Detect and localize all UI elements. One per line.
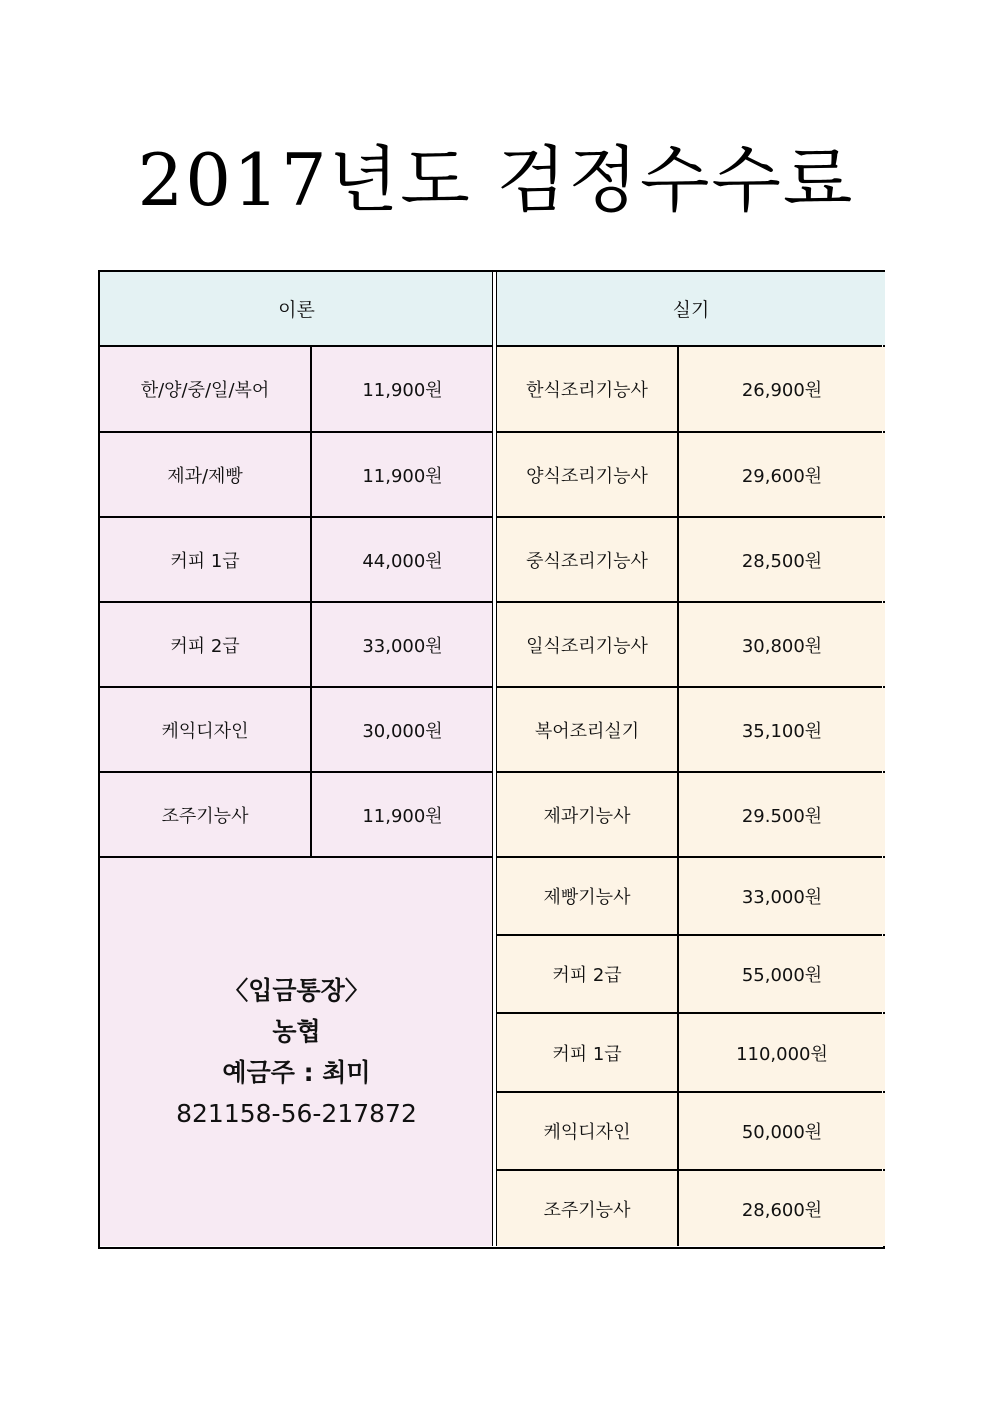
practical-fee: 33,000원 bbox=[679, 858, 885, 934]
theory-fee: 11,900원 bbox=[312, 433, 493, 516]
practical-name: 커피 2급 bbox=[497, 936, 677, 1012]
theory-fee: 11,900원 bbox=[312, 347, 493, 431]
theory-fee: 33,000원 bbox=[312, 603, 493, 686]
practical-name: 한식조리기능사 bbox=[497, 347, 677, 431]
theory-name: 한/양/중/일/복어 bbox=[100, 347, 310, 431]
page-title: 2017년도 검정수수료 bbox=[137, 138, 855, 222]
account-holder: 예금주 : 최미 bbox=[222, 1058, 371, 1087]
practical-fee: 29.500원 bbox=[679, 773, 885, 856]
section-divider bbox=[492, 272, 497, 1246]
theory-name: 커피 2급 bbox=[100, 603, 310, 686]
practical-name: 커피 1급 bbox=[497, 1014, 677, 1091]
account-number: 821158-56-217872 bbox=[176, 1099, 417, 1128]
practical-fee: 30,800원 bbox=[679, 603, 885, 686]
practical-fee: 55,000원 bbox=[679, 936, 885, 1012]
practical-fee: 28,600원 bbox=[679, 1171, 885, 1246]
practical-name: 일식조리기능사 bbox=[497, 603, 677, 686]
column-divider bbox=[677, 345, 679, 1246]
bank-heading: 〈입금통장〉 bbox=[223, 976, 370, 1005]
theory-fee: 44,000원 bbox=[312, 518, 493, 601]
header-divider bbox=[100, 345, 882, 347]
theory-name: 커피 1급 bbox=[100, 518, 310, 601]
row-divider bbox=[100, 856, 882, 858]
bank-info-box bbox=[100, 858, 493, 1246]
practical-fee: 110,000원 bbox=[679, 1014, 885, 1091]
row-divider bbox=[100, 686, 882, 688]
theory-fee: 11,900원 bbox=[312, 773, 493, 856]
row-divider bbox=[100, 771, 882, 773]
bank-name: 농협 bbox=[272, 1017, 321, 1046]
practical-fee: 28,500원 bbox=[679, 518, 885, 601]
practical-name: 제빵기능사 bbox=[497, 858, 677, 934]
practical-name: 조주기능사 bbox=[497, 1171, 677, 1246]
practical-header: 실기 bbox=[497, 272, 885, 345]
practical-name: 케익디자인 bbox=[497, 1093, 677, 1169]
practical-fee: 26,900원 bbox=[679, 347, 885, 431]
practical-fee: 35,100원 bbox=[679, 688, 885, 771]
practical-name: 제과기능사 bbox=[497, 773, 677, 856]
row-divider bbox=[495, 934, 882, 936]
practical-name: 복어조리실기 bbox=[497, 688, 677, 771]
row-divider bbox=[100, 516, 882, 518]
theory-name: 제과/제빵 bbox=[100, 433, 310, 516]
theory-name: 케익디자인 bbox=[100, 688, 310, 771]
practical-fee: 29,600원 bbox=[679, 433, 885, 516]
row-divider bbox=[100, 431, 882, 433]
row-divider bbox=[495, 1012, 882, 1014]
column-divider bbox=[310, 345, 312, 858]
row-divider bbox=[495, 1169, 882, 1171]
practical-name: 중식조리기능사 bbox=[497, 518, 677, 601]
theory-name: 조주기능사 bbox=[100, 773, 310, 856]
fee-table bbox=[98, 270, 885, 1249]
row-divider bbox=[100, 601, 882, 603]
practical-fee: 50,000원 bbox=[679, 1093, 885, 1169]
practical-name: 양식조리기능사 bbox=[497, 433, 677, 516]
theory-header: 이론 bbox=[100, 272, 493, 345]
row-divider bbox=[495, 1091, 882, 1093]
theory-fee: 30,000원 bbox=[312, 688, 493, 771]
